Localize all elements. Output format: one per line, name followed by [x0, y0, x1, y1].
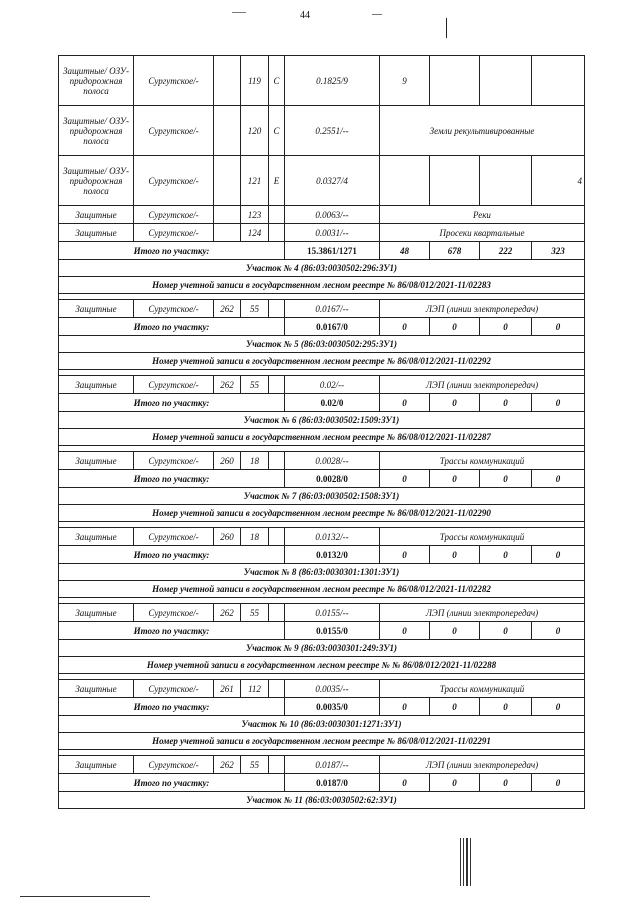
- total-row: [59, 394, 585, 412]
- volume-cell: [532, 56, 585, 106]
- total-volume: 0: [480, 318, 532, 336]
- total-area: 0.0155/0: [285, 622, 380, 640]
- land-type-cell: Трассы коммуникаций: [380, 680, 585, 698]
- total-volume: 0: [430, 622, 480, 640]
- quarter-cell: [214, 224, 241, 242]
- plot-header-row: [59, 336, 585, 353]
- registry-row: [59, 277, 585, 294]
- table-row: [59, 56, 585, 106]
- land-type-cell: Реки: [380, 206, 585, 224]
- land-type-cell: Трассы коммуникаций: [380, 528, 585, 546]
- land-type-cell: ЛЭП (линии электропередач): [380, 756, 585, 774]
- quarter-cell: [214, 106, 241, 156]
- table-row: [59, 528, 585, 546]
- total-volume: 0: [430, 394, 480, 412]
- table-row: [59, 156, 585, 206]
- total-volume: 0: [480, 698, 532, 716]
- volume-cell: [430, 156, 480, 206]
- registry-row: [59, 657, 585, 674]
- area-cell: 0.0035/--: [285, 680, 380, 698]
- area-cell: 0.0155/--: [285, 604, 380, 622]
- total-volume: 0: [480, 774, 532, 792]
- total-area: 0.0132/0: [285, 546, 380, 564]
- plot-header-row: [59, 716, 585, 733]
- registry-row: [59, 429, 585, 446]
- total-area: 0.0187/0: [285, 774, 380, 792]
- registry-row: [59, 505, 585, 522]
- total-volume: 0: [380, 318, 430, 336]
- category-cell: Защитные/ ОЗУ- придорожная полоса: [59, 106, 134, 156]
- table-row: [59, 224, 585, 242]
- table-row: [59, 376, 585, 394]
- volume-cell: [480, 56, 532, 106]
- table-row: [59, 206, 585, 224]
- plot-header-row: [59, 640, 585, 657]
- category-cell: Защитные/ ОЗУ- придорожная полоса: [59, 56, 134, 106]
- allotment-cell: 121: [241, 156, 269, 206]
- total-volume: 0: [480, 622, 532, 640]
- table-row: [59, 106, 585, 156]
- table-row: [59, 300, 585, 318]
- total-volume: 0: [430, 698, 480, 716]
- total-volume: 0: [430, 318, 480, 336]
- registry-number: Номер учетной записи в государственном лесном реестре № 86/08/012/2021-11/02287: [59, 429, 585, 446]
- area-cell: 0.2551/--: [285, 106, 380, 156]
- category-cell: Защитные: [59, 680, 134, 698]
- plot-title: Участок № 4 (86:03:0030502:296:ЗУ1): [59, 260, 585, 277]
- class-cell: [269, 604, 285, 622]
- land-type-cell: Просеки квартальные: [380, 224, 585, 242]
- quarter-cell: [214, 156, 241, 206]
- volume-cell: [430, 56, 480, 106]
- total-volume: 0: [380, 698, 430, 716]
- registry-number: Номер учетной записи в государственном лесном реестре № № 86/08/012/2021-11/02288: [59, 657, 585, 674]
- total-row: [59, 622, 585, 640]
- land-type-cell: ЛЭП (линии электропередач): [380, 300, 585, 318]
- allotment-cell: 112: [241, 680, 269, 698]
- plot-title: Участок № 7 (86:03:0030502:1508:ЗУ1): [59, 488, 585, 505]
- quarter-cell: [214, 206, 241, 224]
- total-volume: 0: [480, 470, 532, 488]
- registry-row: [59, 353, 585, 370]
- scan-speck: [372, 14, 382, 15]
- total-volume: 0: [532, 622, 585, 640]
- area-cell: 0.1825/9: [285, 56, 380, 106]
- total-label: Итого по участку:: [59, 698, 285, 716]
- registry-row: [59, 733, 585, 750]
- total-volume: 0: [480, 394, 532, 412]
- total-label: Итого по участку:: [59, 470, 285, 488]
- footer-line: [20, 896, 150, 897]
- scan-stamp-marks: [460, 838, 472, 886]
- area-cell: 0.0028/--: [285, 452, 380, 470]
- quarter-cell: 262: [214, 604, 241, 622]
- table-row: [59, 452, 585, 470]
- forest-plots-table: [58, 55, 585, 809]
- volume-cell: [480, 156, 532, 206]
- total-volume: 0: [380, 546, 430, 564]
- total-volume: 0: [532, 394, 585, 412]
- quarter-cell: 260: [214, 452, 241, 470]
- class-cell: [269, 206, 285, 224]
- total-area: 0.0028/0: [285, 470, 380, 488]
- total-volume: 678: [430, 242, 480, 260]
- total-row: [59, 546, 585, 564]
- forestry-cell: Сургутское/-: [134, 156, 214, 206]
- total-volume: 0: [532, 470, 585, 488]
- land-type-cell: Трассы коммуникаций: [380, 452, 585, 470]
- quarter-cell: [214, 56, 241, 106]
- volume-cell: 9: [380, 56, 430, 106]
- total-label: Итого по участку:: [59, 774, 285, 792]
- total-row: [59, 318, 585, 336]
- land-type-cell: ЛЭП (линии электропередач): [380, 604, 585, 622]
- class-cell: [269, 680, 285, 698]
- category-cell: Защитные: [59, 224, 134, 242]
- area-cell: 0.02/--: [285, 376, 380, 394]
- forestry-cell: Сургутское/-: [134, 528, 214, 546]
- allotment-cell: 123: [241, 206, 269, 224]
- allotment-cell: 120: [241, 106, 269, 156]
- category-cell: Защитные: [59, 452, 134, 470]
- total-volume: 323: [532, 242, 585, 260]
- area-cell: 0.0132/--: [285, 528, 380, 546]
- scan-mark: [446, 18, 447, 38]
- area-cell: 0.0187/--: [285, 756, 380, 774]
- forestry-cell: Сургутское/-: [134, 680, 214, 698]
- allotment-cell: 55: [241, 756, 269, 774]
- allotment-cell: 55: [241, 300, 269, 318]
- forestry-cell: Сургутское/-: [134, 224, 214, 242]
- forestry-cell: Сургутское/-: [134, 206, 214, 224]
- forestry-cell: Сургутское/-: [134, 756, 214, 774]
- class-cell: Е: [269, 156, 285, 206]
- total-volume: 0: [430, 774, 480, 792]
- total-row: [59, 698, 585, 716]
- volume-cell: [380, 156, 430, 206]
- plot-title: Участок № 5 (86:03:0030502:295:ЗУ1): [59, 336, 585, 353]
- quarter-cell: 262: [214, 376, 241, 394]
- class-cell: [269, 452, 285, 470]
- page-number: 44: [300, 10, 310, 21]
- total-volume: 0: [380, 470, 430, 488]
- allotment-cell: 55: [241, 376, 269, 394]
- plot-header-row: [59, 564, 585, 581]
- plot-header-row: [59, 488, 585, 505]
- total-area: 0.02/0: [285, 394, 380, 412]
- land-type-cell: ЛЭП (линии электропередач): [380, 376, 585, 394]
- forestry-cell: Сургутское/-: [134, 604, 214, 622]
- total-label: Итого по участку:: [59, 394, 285, 412]
- total-row: [59, 774, 585, 792]
- allotment-cell: 55: [241, 604, 269, 622]
- total-volume: 48: [380, 242, 430, 260]
- total-volume: 222: [480, 242, 532, 260]
- class-cell: [269, 528, 285, 546]
- table-row: [59, 756, 585, 774]
- total-label: Итого по участку:: [59, 546, 285, 564]
- quarter-cell: 261: [214, 680, 241, 698]
- scan-speck: [232, 12, 246, 13]
- total-area: 0.0167/0: [285, 318, 380, 336]
- allotment-cell: 119: [241, 56, 269, 106]
- area-cell: 0.0167/--: [285, 300, 380, 318]
- total-label: Итого по участку:: [59, 318, 285, 336]
- category-cell: Защитные/ ОЗУ- придорожная полоса: [59, 156, 134, 206]
- registry-number: Номер учетной записи в государственном лесном реестре № 86/08/012/2021-11/02283: [59, 277, 585, 294]
- class-cell: С: [269, 56, 285, 106]
- class-cell: [269, 376, 285, 394]
- table-row: [59, 680, 585, 698]
- category-cell: Защитные: [59, 300, 134, 318]
- total-volume: 0: [532, 698, 585, 716]
- area-cell: 0.0063/--: [285, 206, 380, 224]
- category-cell: Защитные: [59, 206, 134, 224]
- allotment-cell: 18: [241, 452, 269, 470]
- forestry-cell: Сургутское/-: [134, 376, 214, 394]
- category-cell: Защитные: [59, 756, 134, 774]
- quarter-cell: 262: [214, 300, 241, 318]
- category-cell: Защитные: [59, 604, 134, 622]
- total-volume: 0: [480, 546, 532, 564]
- class-cell: [269, 300, 285, 318]
- plot-header-row: [59, 260, 585, 277]
- plot-title: Участок № 6 (86:03:0030502:1509:ЗУ1): [59, 412, 585, 429]
- allotment-cell: 18: [241, 528, 269, 546]
- total-row: [59, 242, 585, 260]
- volume-cell: 4: [532, 156, 585, 206]
- plot-title: Участок № 9 (86:03:0030301:249:ЗУ1): [59, 640, 585, 657]
- table-row: [59, 604, 585, 622]
- registry-number: Номер учетной записи в государственном лесном реестре № 86/08/012/2021-11/02291: [59, 733, 585, 750]
- total-volume: 0: [380, 774, 430, 792]
- category-cell: Защитные: [59, 376, 134, 394]
- quarter-cell: 260: [214, 528, 241, 546]
- plot-title: Участок № 10 (86:03:0030301:1271:ЗУ1): [59, 716, 585, 733]
- area-cell: 0.0031/--: [285, 224, 380, 242]
- class-cell: [269, 756, 285, 774]
- category-cell: Защитные: [59, 528, 134, 546]
- area-cell: 0.0327/4: [285, 156, 380, 206]
- forestry-cell: Сургутское/-: [134, 452, 214, 470]
- allotment-cell: 124: [241, 224, 269, 242]
- total-volume: 0: [430, 470, 480, 488]
- total-volume: 0: [532, 318, 585, 336]
- class-cell: [269, 224, 285, 242]
- total-row: [59, 470, 585, 488]
- class-cell: С: [269, 106, 285, 156]
- total-volume: 0: [430, 546, 480, 564]
- plot-title: Участок № 11 (86:03:0030502:62:ЗУ1): [59, 792, 585, 809]
- registry-number: Номер учетной записи в государственном лесном реестре № 86/08/012/2021-11/02292: [59, 353, 585, 370]
- total-volume: 0: [380, 622, 430, 640]
- total-label: Итого по участку:: [59, 622, 285, 640]
- total-volume: 0: [532, 774, 585, 792]
- forestry-cell: Сургутское/-: [134, 56, 214, 106]
- land-type-cell: Земли рекультивированные: [380, 106, 585, 156]
- plot-header-row: [59, 412, 585, 429]
- registry-number: Номер учетной записи в государственном лесном реестре № 86/08/012/2021-11/02290: [59, 505, 585, 522]
- total-area: 0.0035/0: [285, 698, 380, 716]
- registry-number: Номер учетной записи в государственном лесном реестре № 86/08/012/2021-11/02282: [59, 581, 585, 598]
- plot-title: Участок № 8 (86:03:0030301:1301:ЗУ1): [59, 564, 585, 581]
- registry-row: [59, 581, 585, 598]
- forestry-cell: Сургутское/-: [134, 106, 214, 156]
- quarter-cell: 262: [214, 756, 241, 774]
- forestry-cell: Сургутское/-: [134, 300, 214, 318]
- plot-header-row: [59, 792, 585, 809]
- total-area: 15.3861/1271: [285, 242, 380, 260]
- total-volume: 0: [380, 394, 430, 412]
- total-volume: 0: [532, 546, 585, 564]
- total-label: Итого по участку:: [59, 242, 285, 260]
